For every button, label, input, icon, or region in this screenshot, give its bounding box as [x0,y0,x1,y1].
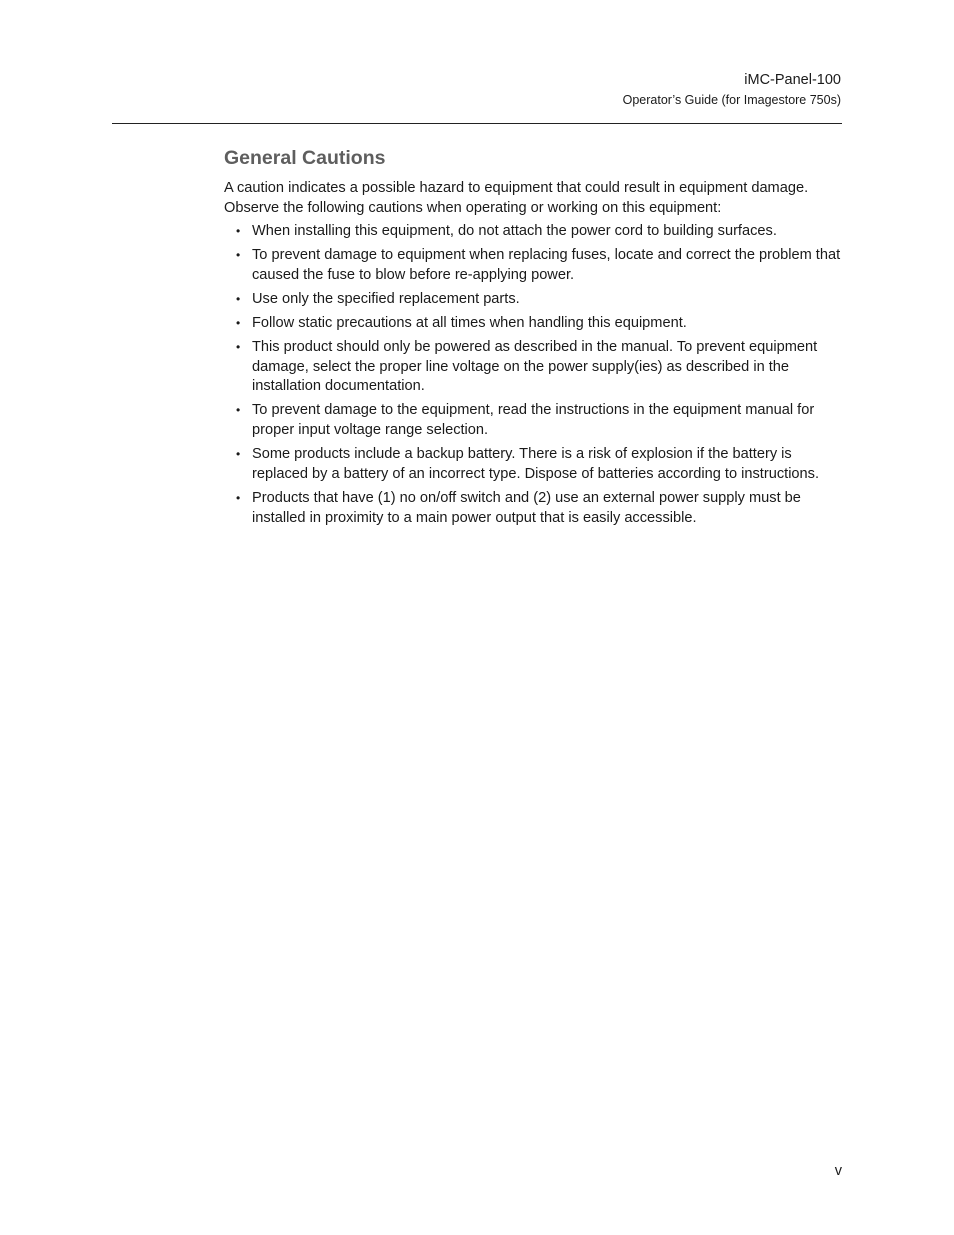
bullet-icon: • [236,490,241,505]
caution-item [224,222,844,242]
caution-item [224,314,844,334]
caution-item [224,401,844,441]
running-header [623,70,841,110]
header-guide-title: Operator’s Guide (for Imagestore 750s) [622,93,841,107]
main-content [224,144,844,533]
intro-paragraph: A caution indicates a possible hazard to equipment that could result in equipment damage. Observe the following cautions when operating or working on this equipment: [224,180,809,216]
caution-text: This product should only be powered as described in the manual. To prevent equipment damage, select the proper line voltage on the power supply(ies) as described in the installation documentation. [252,338,818,395]
caution-item [224,445,844,485]
caution-text: Follow static precautions at all times when handling this equipment. [252,314,687,331]
page-number: v [834,1163,842,1179]
bullet-icon: • [236,403,241,418]
bullet-icon: • [236,247,241,262]
header-product-name: iMC-Panel-100 [744,72,841,88]
caution-item [224,489,844,529]
cautions-list [224,222,844,528]
caution-text: Use only the specified replacement parts. [252,290,520,307]
caution-item [224,246,844,286]
bullet-icon: • [236,339,241,354]
caution-item [224,338,844,397]
bullet-icon: • [236,291,241,306]
caution-item [224,290,844,310]
caution-text: Products that have (1) no on/off switch and (2) use an external power supply must be installed in proximity to a main power output that is easily accessible. [252,489,801,526]
section-title: General Cautions [224,147,386,169]
bullet-icon: • [236,224,241,238]
caution-text: To prevent damage to equipment when replacing fuses, locate and correct the problem that caused the fuse to blow before re-applying power. [252,246,841,283]
caution-text: When installing this equipment, do not attach the power cord to building surfaces. [252,223,777,239]
header-divider [112,123,842,124]
bullet-icon: • [236,447,241,462]
caution-text: To prevent damage to the equipment, read the instructions in the equipment manual for proper input voltage range selection. [252,402,815,439]
caution-text: Some products include a backup battery. There is a risk of explosion if the battery is replaced by a battery of an incorrect type. Dispose of batteries according to instructions. [252,446,820,482]
bullet-icon: • [236,315,241,330]
